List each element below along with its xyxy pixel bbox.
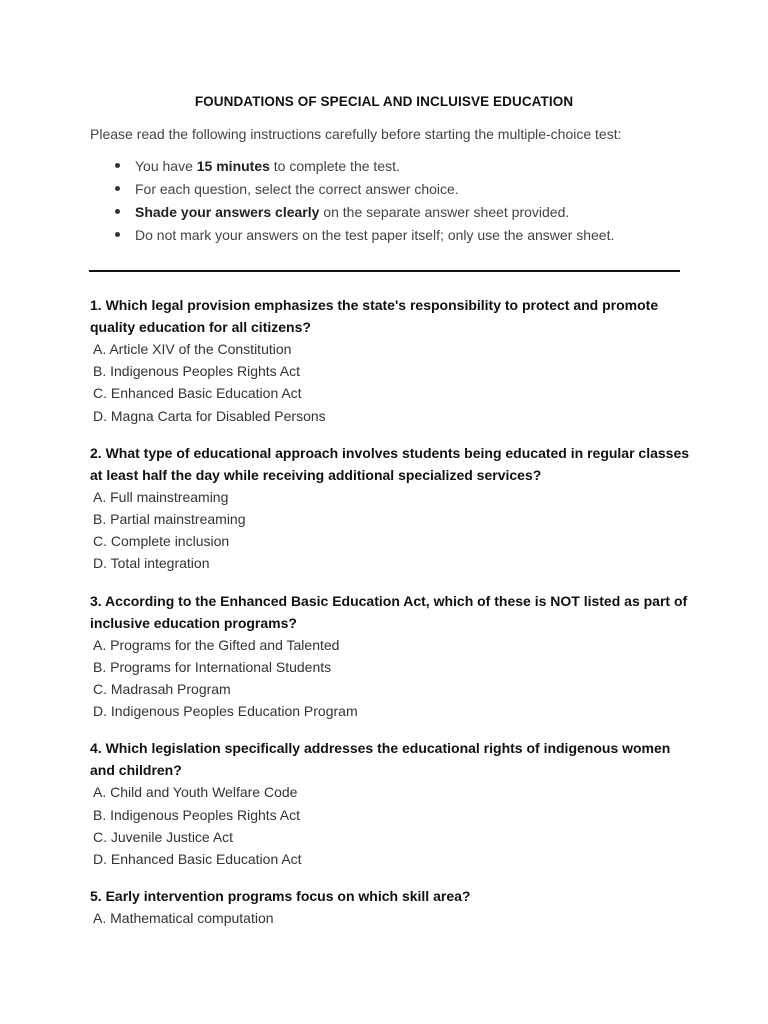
instruction-emphasis: Shade your answers clearly <box>135 204 320 220</box>
question-5 <box>90 885 690 929</box>
answer-option: A. Programs for the Gifted and Talented <box>93 636 340 653</box>
answer-option: C. Juvenile Justice Act <box>93 828 234 845</box>
question-1 <box>90 294 690 427</box>
bullet-icon <box>115 232 120 237</box>
question-text: 1. Which legal provision emphasizes the state's responsibility to protect and promote quality education for all citizens? <box>90 297 659 335</box>
question-4 <box>90 737 690 870</box>
instruction-text: You have <box>135 158 197 174</box>
section-divider <box>89 270 680 272</box>
answer-option: B. Programs for International Students <box>93 658 332 675</box>
instruction-text: For each question, select the correct answer choice. <box>135 181 459 197</box>
answer-option: D. Indigenous Peoples Education Program <box>93 703 358 720</box>
answer-option: C. Enhanced Basic Education Act <box>93 385 302 402</box>
instruction-item <box>90 203 614 226</box>
answer-option: A. Full mainstreaming <box>93 488 229 505</box>
answer-option: D. Enhanced Basic Education Act <box>93 851 302 868</box>
answer-option: B. Indigenous Peoples Rights Act <box>93 806 301 823</box>
answer-option: B. Indigenous Peoples Rights Act <box>93 363 301 380</box>
answer-option: A. Child and Youth Welfare Code <box>93 784 298 801</box>
question-text: 5. Early intervention programs focus on which skill area? <box>90 888 471 905</box>
question-2 <box>90 442 690 575</box>
instructions-intro: Please read the following instructions carefully before starting the multiple-choice test: <box>90 126 622 142</box>
question-text: 4. Which legislation specifically addresses the educational rights of indigenous women and children? <box>90 740 671 779</box>
instruction-text: on the separate answer sheet provided. <box>319 204 570 220</box>
question-3 <box>90 590 690 723</box>
answer-option: B. Partial mainstreaming <box>93 511 246 528</box>
answer-option: A. Article XIV of the Constitution <box>93 341 292 357</box>
answer-option: D. Total integration <box>93 555 210 572</box>
bullet-icon <box>115 186 120 191</box>
question-text: 2. What type of educational approach involves students being educated in regular classes at least half the day while receiving additional specialized services? <box>90 444 690 483</box>
instruction-item <box>90 157 614 180</box>
instruction-emphasis: 15 minutes <box>196 158 270 174</box>
bullet-icon <box>115 209 120 214</box>
answer-option: C. Madrasah Program <box>93 681 231 698</box>
instructions-list <box>90 157 614 249</box>
questions-section <box>90 294 690 944</box>
instruction-text: Do not mark your answers on the test paper itself; only use the answer sheet. <box>135 227 615 243</box>
instruction-text: to complete the test. <box>269 158 400 174</box>
question-text: 3. According to the Enhanced Basic Education Act, which of these is NOT listed as part of inclusive education programs? <box>90 592 688 631</box>
answer-option: A. Mathematical computation <box>93 910 274 927</box>
answer-option: D. Magna Carta for Disabled Persons <box>93 407 326 424</box>
document-title: FOUNDATIONS OF SPECIAL AND INCLUISVE EDUCATION <box>194 94 574 109</box>
answer-option: C. Complete inclusion <box>93 533 230 550</box>
instruction-item <box>90 226 614 249</box>
instruction-item <box>90 180 614 203</box>
bullet-icon <box>115 163 120 168</box>
